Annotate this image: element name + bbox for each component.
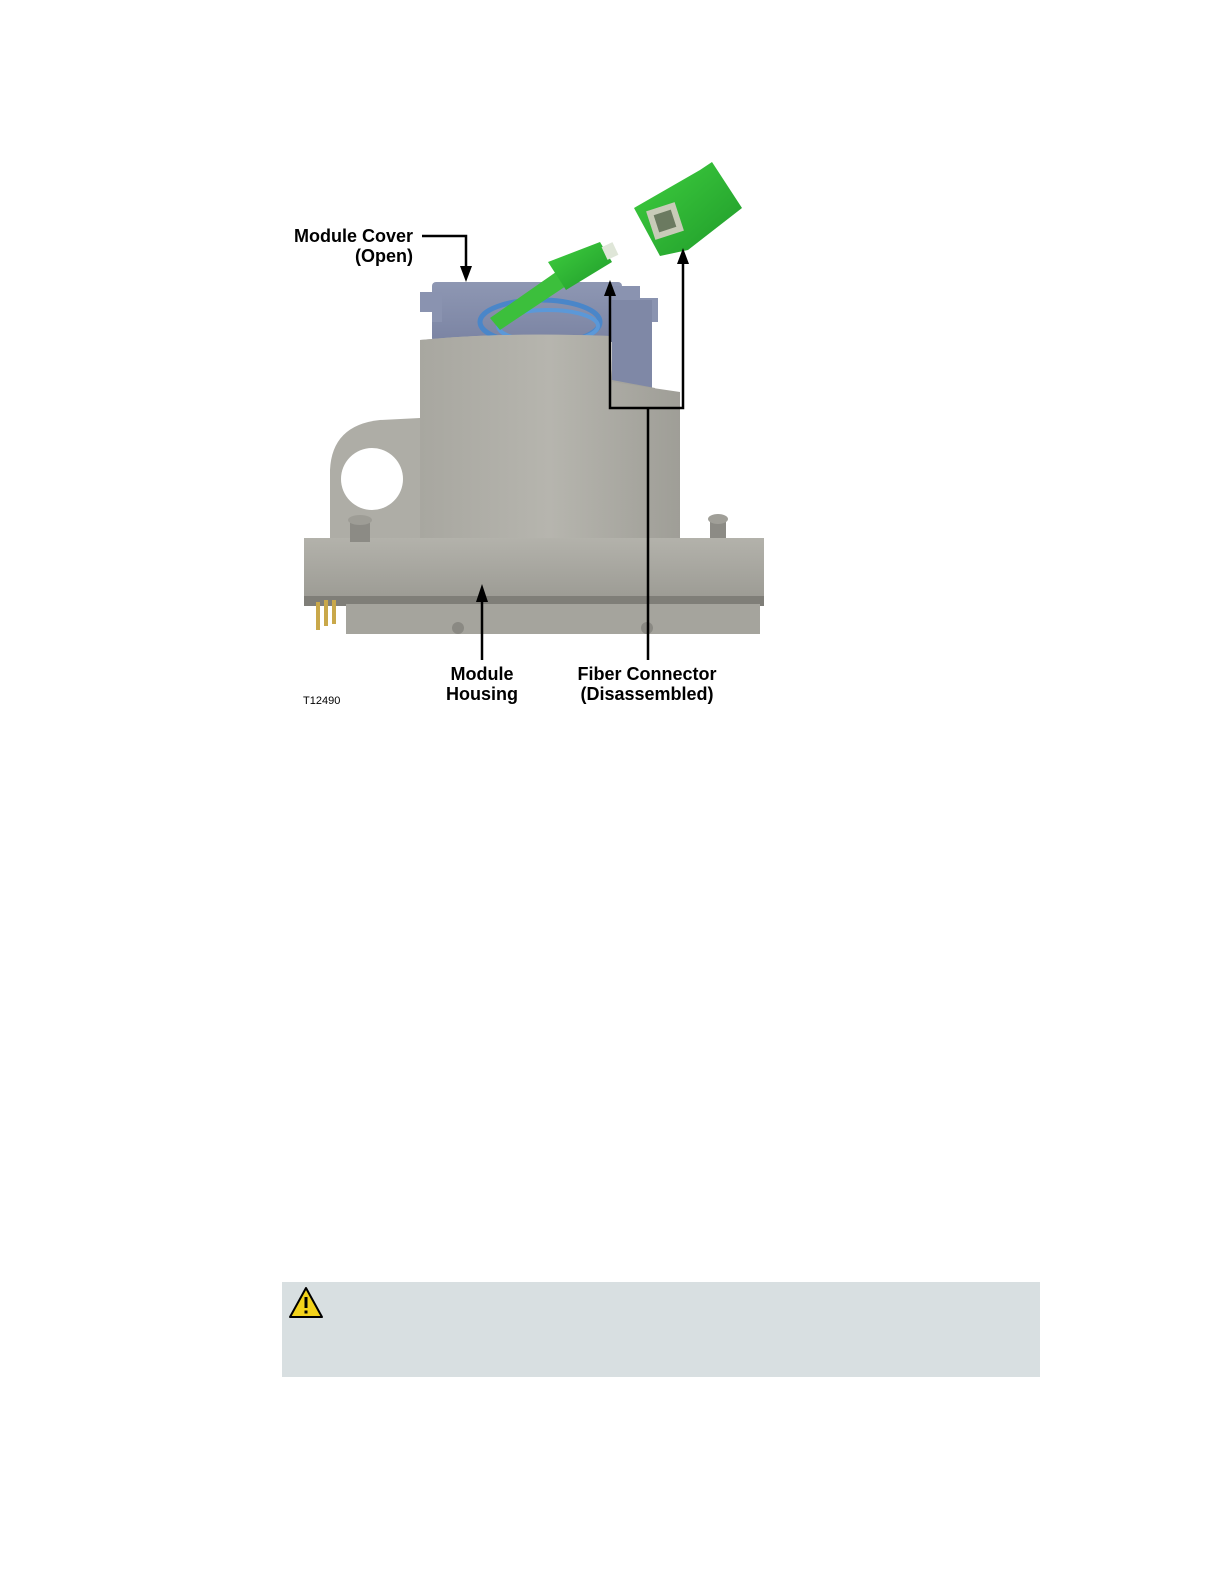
callout-fiber-connector-line1: Fiber Connector — [577, 664, 717, 684]
module-housing — [304, 335, 764, 634]
caution-box — [282, 1282, 1040, 1377]
callout-module-housing-line1: Module — [450, 664, 514, 684]
warning-triangle-icon — [288, 1286, 324, 1320]
callout-fiber-connector-line2: (Disassembled) — [580, 684, 714, 704]
callout-module-cover-line2: (Open) — [355, 246, 413, 266]
callout-module-cover-line1: Module Cover — [293, 226, 413, 246]
figure-id: T12490 — [303, 695, 341, 707]
callout-module-housing-line2: Housing — [446, 684, 518, 704]
module-figure — [0, 0, 1224, 720]
fiber-connector-adapter — [634, 162, 742, 256]
